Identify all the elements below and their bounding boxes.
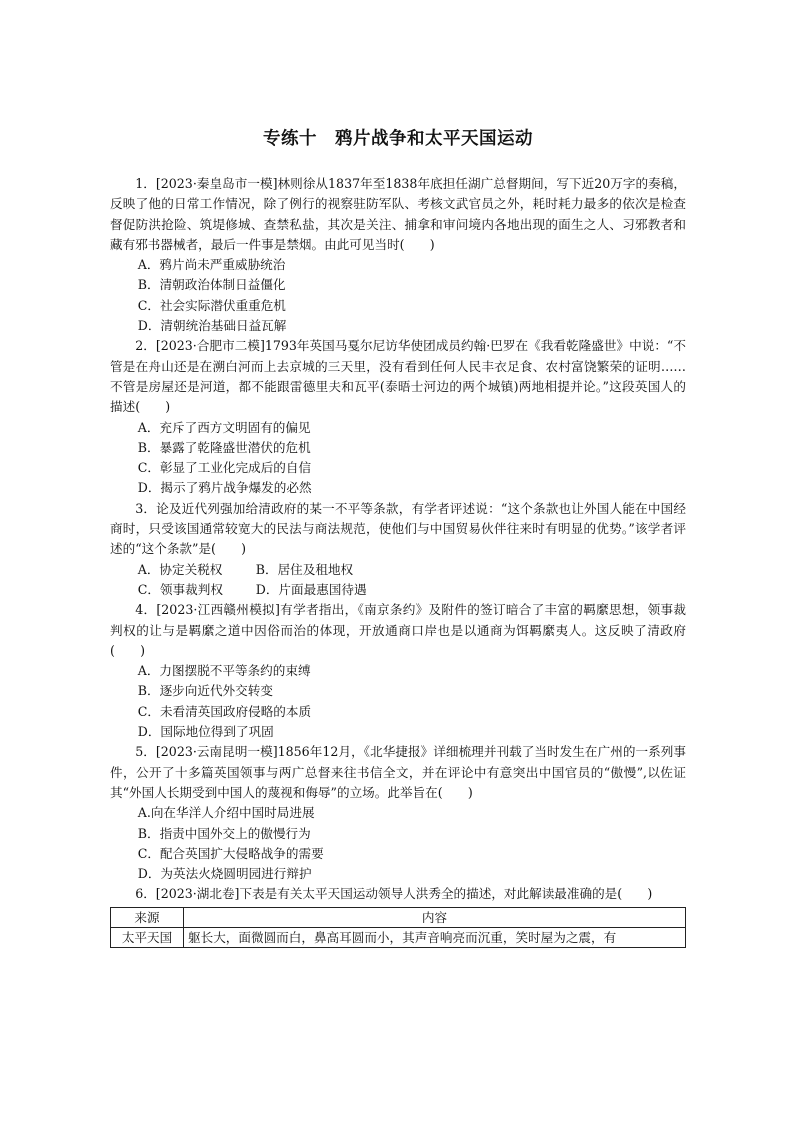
option-a: A．协定关税权 <box>137 561 223 577</box>
question-stem: 2．[2023·合肥市二模]1793年英国马戛尔尼访华使团成员约翰·巴罗在《我看乾隆盛世》中说：“不管是在舟山还是在溯白河而上去京城的三天里，没有看到任何人民丰衣足食、农村富饶繁荣的证明……不管是房屋还是河道，都不能跟雷德里夫和瓦平(泰晤士河边的两个城镇)两地相提并论。”这段英国人的描述( ) <box>110 338 686 415</box>
table-header-row <box>111 907 686 927</box>
table-header-source: 来源 <box>111 907 184 927</box>
question-stem: 4．[2023·江西赣州模拟]有学者指出，《南京条约》及附件的签订暗合了丰富的羁縻思想，领事裁判权的让与是羁縻之道中因俗而治的体现，开放通商口岸也是以通商为饵羁縻夷人。这反映了清政府( ) <box>110 602 686 658</box>
question-1 <box>110 174 686 336</box>
question-list <box>110 174 686 948</box>
option-b: B．暴露了乾隆盛世潜伏的危机 <box>137 439 311 455</box>
option-d: D．为英法火烧圆明园进行辩护 <box>137 866 312 882</box>
question-6 <box>110 884 686 947</box>
table-header-content: 内容 <box>184 907 686 927</box>
option-d: D．揭示了鸦片战争爆发的必然 <box>137 480 312 496</box>
question-2 <box>110 336 686 498</box>
option-d: D．国际地位得到了巩固 <box>137 724 274 740</box>
source-table <box>110 907 686 948</box>
question-stem: 1．[2023·秦皇岛市一模]林则徐从1837年至1838年底担任湖广总督期间，写下近20万字的奏稿，反映了他的日常工作情况，除了例行的视察驻防军队、考核文武官员之外，耗时耗力最多的依次是检查督促防洪抢险、筑堤修城、查禁私盐，其次是关注、捕拿和审问境内各地出现的面生之人、习邪教者和藏有邪书器械者，最后一件事是禁烟。由此可见当时( ) <box>110 176 686 252</box>
option-b: B．逐步向近代外交转变 <box>137 683 273 699</box>
option-c: C．社会实际潜伏重重危机 <box>137 297 286 313</box>
question-stem: 5．[2023·云南昆明一模]1856年12月，《北华捷报》详细梳理并刊载了当时发生在广州的一系列事件，公开了十多篇英国领事与两广总督来往书信全文，并在评论中有意突出中国官员的“傲慢”,以佐证其“外国人长期受到中国人的蔑视和侮辱”的立场。此举旨在( ) <box>110 744 686 800</box>
table-cell-source: 太平天国 <box>111 927 184 947</box>
page-title: 专练十 鸦片战争和太平天国运动 <box>263 129 533 149</box>
table-row <box>111 927 686 947</box>
option-a: A．力图摆脱不平等条约的束缚 <box>137 663 311 679</box>
option-d: D．片面最惠国待遇 <box>255 581 367 597</box>
question-5 <box>110 742 686 884</box>
option-row <box>110 580 686 600</box>
option-c: C．未看清英国政府侵略的本质 <box>137 703 312 719</box>
question-4 <box>110 600 686 742</box>
option-c: C．彰显了工业化完成后的自信 <box>137 460 312 476</box>
option-c: C．配合英国扩大侵略战争的需要 <box>137 845 324 861</box>
option-a: A．充斥了西方文明固有的偏见 <box>137 419 311 435</box>
question-stem: 3．论及近代列强加给清政府的某一不平等条款，有学者评述说：“这个条款也让外国人能在中国经商时，只受该国通常较宽大的民法与商法规范，使他们与中国贸易伙伴往来时有明显的优势。”该学者评述的“这个条款”是( ) <box>110 500 686 557</box>
option-d: D．清朝统治基础日益瓦解 <box>137 318 287 334</box>
question-stem: 6．[2023·湖北卷]下表是有关太平天国运动领导人洪秀全的描述，对此解读最准确的是( ) <box>135 886 653 902</box>
option-b: B．清朝政治体制日益僵化 <box>137 277 286 293</box>
option-a: A.向在华洋人介绍中国时局进展 <box>137 805 315 821</box>
option-row <box>110 560 686 580</box>
option-c: C．领事裁判权 <box>137 581 223 597</box>
option-b: B．指责中国外交上的傲慢行为 <box>137 825 311 841</box>
question-3 <box>110 499 686 600</box>
option-a: A．鸦片尚未严重威胁统治 <box>137 257 286 273</box>
table-cell-content: 躯长大，面微圆而白，鼻高耳圆而小，其声音响亮而沉重，笑时屋为之震，有 <box>184 927 686 947</box>
option-b: B．居住及租地权 <box>255 561 354 577</box>
